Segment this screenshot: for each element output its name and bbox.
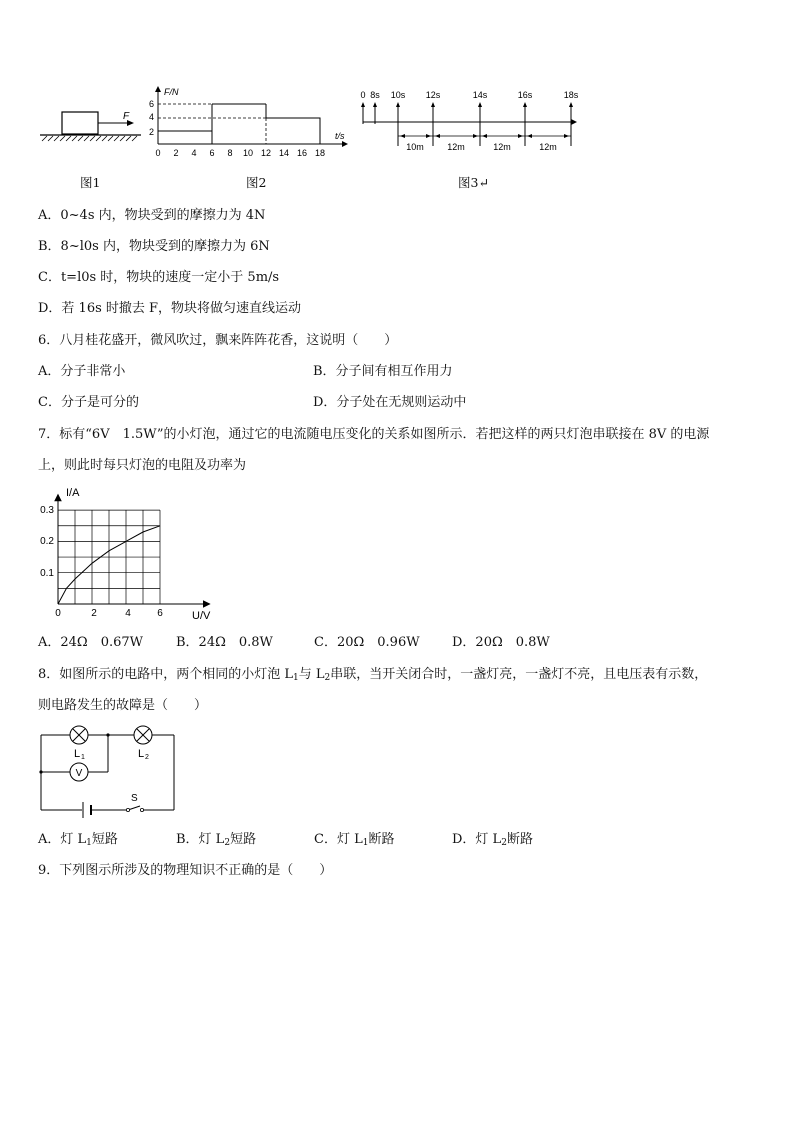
force-label: F <box>123 111 130 122</box>
svg-text:0: 0 <box>155 148 161 158</box>
q9-stem: 9．下列图示所涉及的物理知识不正确的是（ ） <box>38 863 333 878</box>
q8-option-a: A．灯 $L_1$短路 <box>38 832 118 848</box>
svg-text:8: 8 <box>227 148 233 158</box>
voltmeter-icon <box>70 763 88 781</box>
battery-icon <box>83 802 91 818</box>
q8-option-b: B．灯 $L_2$短路 <box>176 832 257 848</box>
q7-option-d: D．20Ω 0.8W <box>452 635 550 650</box>
q6-stem: 6．八月桂花盛开，微风吹过，飘来阵阵花香，这说明（ ） <box>38 333 398 348</box>
svg-text:12m: 12m <box>539 142 557 152</box>
svg-text:0: 0 <box>360 90 366 100</box>
svg-text:L: L <box>138 748 145 760</box>
svg-text:2: 2 <box>173 148 179 158</box>
svg-text:12m: 12m <box>447 142 465 152</box>
figure-1-block <box>38 108 143 148</box>
x-tick-label: 2 <box>91 608 97 619</box>
svg-text:14: 14 <box>278 148 290 158</box>
q6-option-d: D．分子处在无规则运动中 <box>313 395 467 410</box>
svg-text:2: 2 <box>149 127 155 137</box>
svg-text:16s: 16s <box>517 90 533 100</box>
svg-text:12: 12 <box>260 148 272 158</box>
bulb-l1-icon <box>70 726 88 744</box>
q8-stem-line2: 则电路发生的故障是（ ） <box>38 698 208 713</box>
svg-text:16: 16 <box>296 148 308 158</box>
q5-option-a: A．0~4s 内，物块受到的摩擦力为 4N <box>38 208 266 223</box>
q8-circuit-diagram <box>36 722 181 822</box>
svg-text:1: 1 <box>81 754 85 761</box>
figure-1-caption: 图1 <box>80 175 101 190</box>
q7-stem-line2: 上，则此时每只灯泡的电阻及功率为 <box>38 458 247 473</box>
x-tick-label: 0 <box>55 608 61 619</box>
svg-text:18: 18 <box>314 148 326 158</box>
q7-stem-line1: 7．标有“6V 1.5W”的小灯泡，通过它的电流随电压变化的关系如图所示．若把这样的两只灯泡串联接在 8V 的电源 <box>38 427 710 442</box>
svg-text:10s: 10s <box>390 90 406 100</box>
svg-text:18s: 18s <box>563 90 579 100</box>
svg-text:S: S <box>131 793 138 804</box>
figure-3-caption: 图3↵ <box>458 175 489 190</box>
svg-text:V: V <box>75 768 83 779</box>
svg-text:t/s: t/s <box>335 131 345 141</box>
q5-option-b: B．8~l0s 内，物块受到的摩擦力为 6N <box>38 239 270 254</box>
x-tick-label: 6 <box>157 608 163 619</box>
y-tick-label: 0.1 <box>40 568 54 579</box>
q7-option-c: C．20Ω 0.96W <box>314 635 420 650</box>
figure-2-force-time-graph <box>145 84 350 164</box>
bulb-l2-icon <box>134 726 152 744</box>
svg-text:L: L <box>74 748 81 760</box>
q6-option-a: A．分子非常小 <box>38 364 126 379</box>
svg-text:12m: 12m <box>493 142 511 152</box>
svg-text:6: 6 <box>209 148 215 158</box>
svg-text:6: 6 <box>149 99 155 109</box>
svg-text:2: 2 <box>145 754 149 761</box>
q6-option-c: C．分子是可分的 <box>38 395 139 410</box>
svg-text:14s: 14s <box>472 90 488 100</box>
chart-y-ticks <box>40 505 54 579</box>
chart-x-ticks <box>55 608 163 619</box>
x-tick-label: 4 <box>125 608 131 619</box>
q6-option-b: B．分子间有相互作用力 <box>313 364 453 379</box>
y-axis-arrow <box>55 495 61 501</box>
y-tick-label: 0.3 <box>40 505 54 516</box>
chart-ylabel: I/A <box>66 487 80 499</box>
svg-text:8s: 8s <box>370 90 380 100</box>
q5-option-c: C．t=l0s 时，物块的速度一定小于 5m/s <box>38 270 280 285</box>
q8-option-d: D．灯 $L_2$断路 <box>452 832 533 848</box>
svg-text:12s: 12s <box>425 90 441 100</box>
figure-3-time-distance <box>352 86 587 158</box>
svg-text:10m: 10m <box>406 142 424 152</box>
svg-text:4: 4 <box>149 112 155 122</box>
q8-option-c: C．灯 $L_1$断路 <box>314 832 395 848</box>
q7-option-a: A．24Ω 0.67W <box>38 635 144 650</box>
q5-option-d: D．若 16s 时撤去 F，物块将做匀速直线运动 <box>38 301 302 316</box>
q7-option-b: B．24Ω 0.8W <box>176 635 273 650</box>
switch-icon <box>126 808 143 811</box>
svg-text:4: 4 <box>191 148 197 158</box>
chart-xlabel: U/V <box>192 610 211 622</box>
svg-text:F/N: F/N <box>164 87 179 97</box>
figure-2-caption: 图2 <box>246 175 267 190</box>
q8-stem-line1: 8．如图所示的电路中，两个相同的小灯泡 $L_1$与 $L_2$串联，当开关闭合时，一盏灯亮，一盏灯不亮，且电压表有示数， <box>38 667 708 683</box>
y-tick-label: 0.2 <box>40 536 54 547</box>
x-axis-arrow <box>204 601 210 607</box>
svg-text:10: 10 <box>242 148 254 158</box>
q7-iv-chart <box>34 480 224 625</box>
